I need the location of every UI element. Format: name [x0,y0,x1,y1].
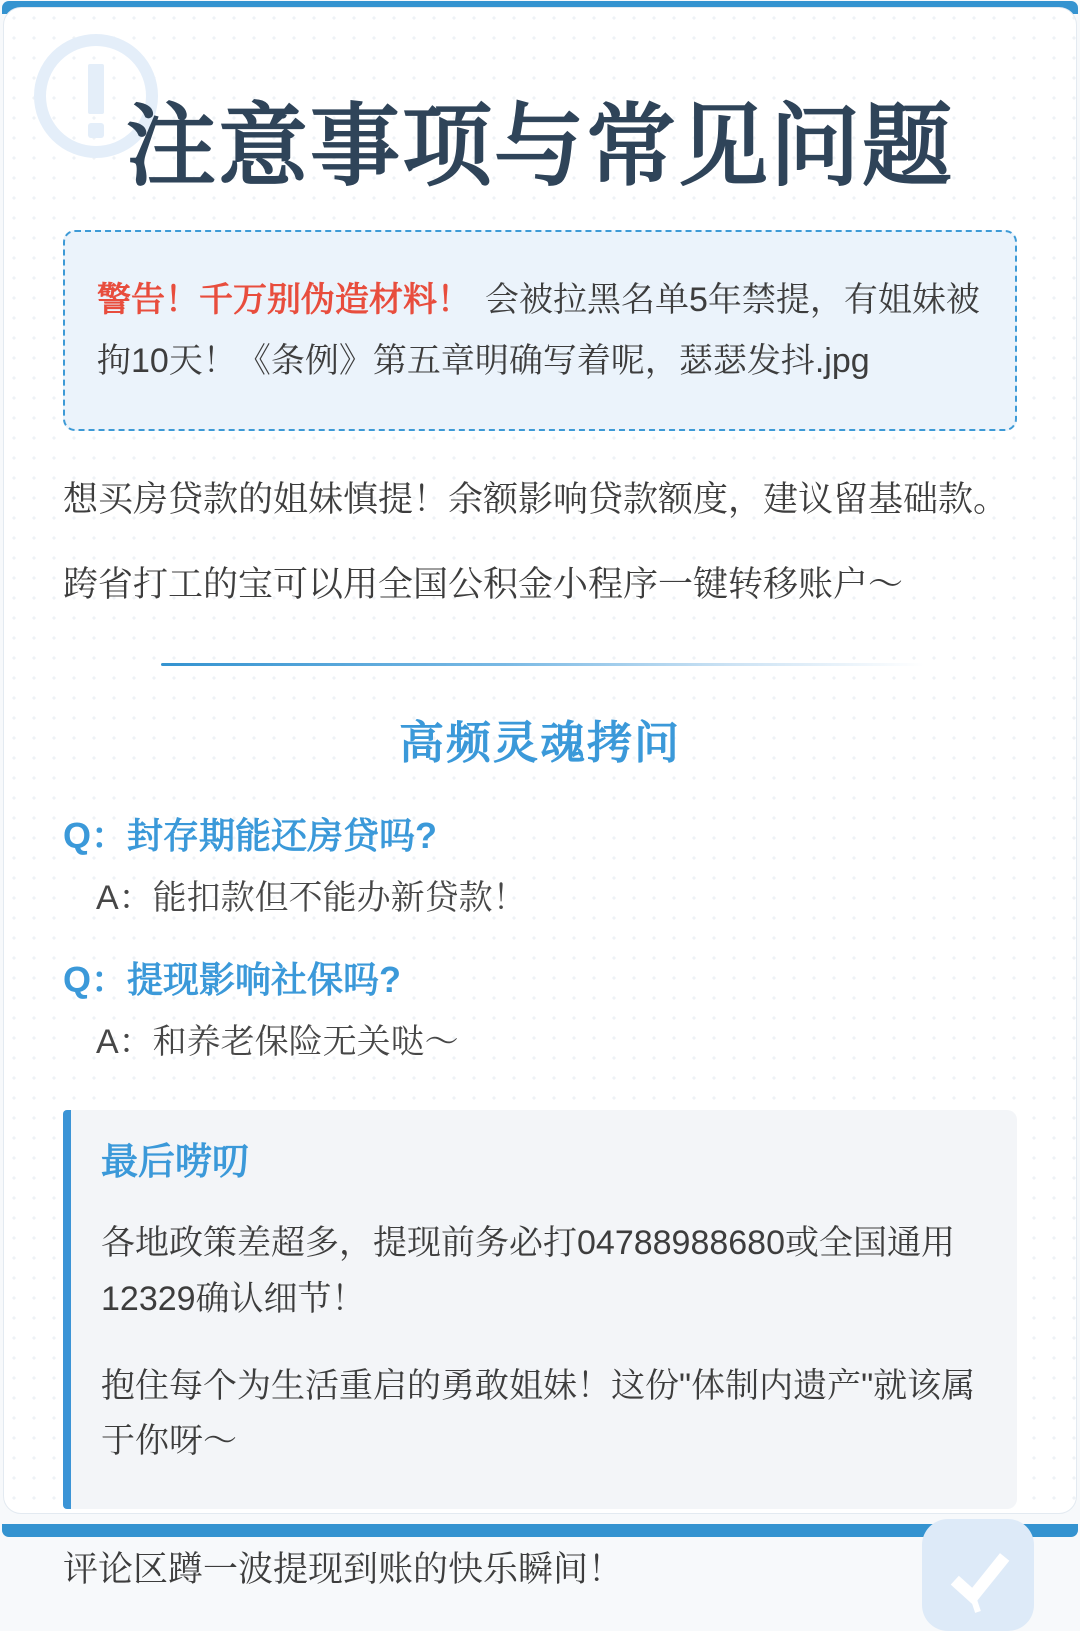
faq-question-2: Q：提现影响社保吗? [63,959,401,1001]
warning-box [63,230,1017,431]
faq-question-1: Q：封存期能还房贷吗? [63,814,437,856]
warning-text: 会被拉黑名单5年禁提，有姐妹被拘10天！《条例》第五章明确写着呢，瑟瑟发抖.jpg [97,281,980,380]
warning-label: 警告！千万别伪造材料！ [97,281,471,320]
final-note-paragraph-1: 各地政策差超多，提现前务必打04788988680或全国通用12329确认细节！ [101,1224,955,1318]
final-note-box [63,1110,1017,1509]
page-title: 注意事项与常见问题 [126,97,954,197]
content-card [3,7,1077,1589]
tip-housing-loan: 想买房贷款的姐妹慎提！余额影响贷款额度，建议留基础款。 [63,480,1009,520]
faq-heading: 高频灵魂拷问 [398,716,681,768]
footer-call-to-action: 评论区蹲一波提现到账的快乐瞬间！ [63,1549,624,1589]
checkmark-glyph [935,1532,1021,1618]
checkmark-icon [922,1519,1034,1631]
faq-answer-1: A：能扣款但不能办新贷款！ [96,878,527,917]
faq-answer-2: A：和养老保险无关哒～ [96,1023,459,1062]
final-note-heading: 最后唠叨 [101,1141,249,1183]
section-divider [161,663,924,666]
footer-row [63,1519,1034,1631]
final-note-paragraph-2: 抱住每个为生活重启的勇敢姐妹！这份"体制内遗产"就该属于你呀～ [101,1366,976,1460]
tip-cross-province: 跨省打工的宝可以用全国公积金小程序一键转移账户～ [63,564,904,604]
